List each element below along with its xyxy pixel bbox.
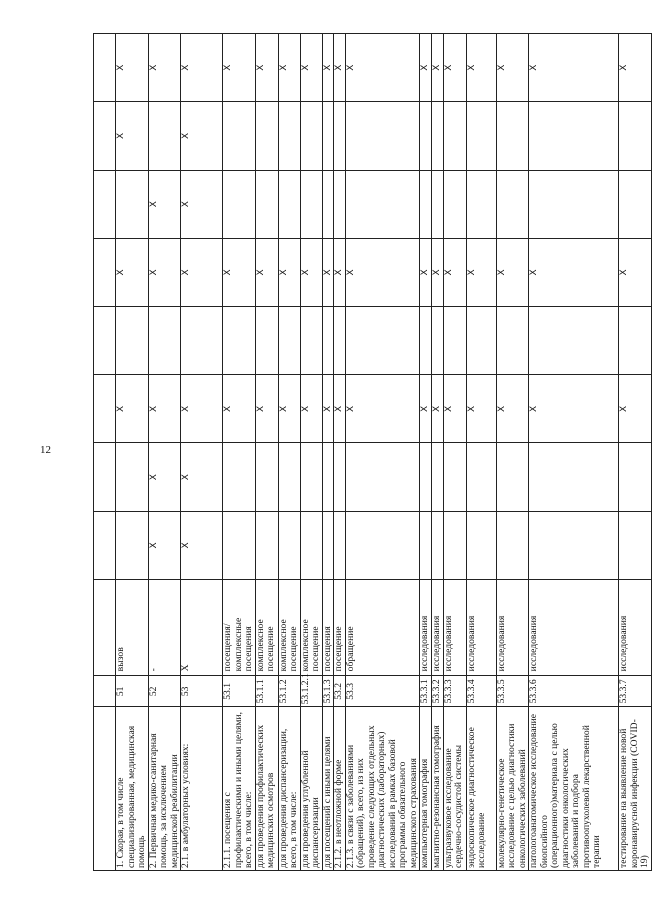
mark-cell [223,443,256,511]
mark-cell [496,170,529,238]
mark-cell: X [116,375,149,443]
mark-cell: X [420,34,432,102]
table-row [496,34,529,871]
row-code-cell: 53.3.1 [420,676,432,707]
mark-cell: X [223,34,256,102]
row-name-cell: 1. Скорая, в том числе специализированная, медицинская помощь [116,707,149,871]
row-code-cell: 53.2 [334,676,346,707]
mark-cell [420,443,432,511]
table-row [466,34,496,871]
row-unit-cell: - [148,579,181,675]
mark-cell [322,307,334,375]
row-unit-cell: комплексное посещение [278,579,300,675]
row-unit-cell: исследования [619,579,652,675]
mark-cell [432,102,444,170]
table-row [619,34,652,871]
table-cell [94,375,116,443]
row-name-cell: для посещений с иными целями [322,707,334,871]
row-name-cell: тестирование на выявление новой коронавирусной инфекции (COVID-19) [619,707,652,871]
mark-cell: X [466,34,496,102]
mark-cell: X [300,238,322,306]
mark-cell: X [432,34,444,102]
table-cell [94,307,116,375]
mark-cell [432,511,444,579]
mark-cell: X [432,238,444,306]
mark-cell [181,307,223,375]
mark-cell [619,307,652,375]
mark-cell: X [443,238,466,306]
row-unit-cell: посещения [322,579,334,675]
rotated-table-container [93,33,650,871]
row-code-cell: 53.1.3 [322,676,334,707]
mark-cell [496,307,529,375]
table-cell [94,170,116,238]
row-name-cell: 2.1.2. в неотложной форме [334,707,346,871]
mark-cell: X [255,238,278,306]
row-name-cell: патологоанатомическое исследование биопсийного (операционного)материала с целью диагностики онкологических заболеваний и подбора противоопухолевой лекарственной терапии [529,707,619,871]
mark-cell: X [420,238,432,306]
row-unit-cell: вызов [116,579,149,675]
mark-cell [529,511,619,579]
table-cell [94,676,116,707]
row-code-cell: 53.1.2.1 [300,676,322,707]
mark-cell: X [181,443,223,511]
mark-cell [334,307,346,375]
mark-cell [255,307,278,375]
mark-cell [334,443,346,511]
table-cell [94,238,116,306]
mark-cell [466,102,496,170]
mark-cell: X [443,34,466,102]
mark-cell [345,511,420,579]
mark-cell [255,443,278,511]
row-unit-cell: исследования [443,579,466,675]
mark-cell [223,102,256,170]
mark-cell: X [529,238,619,306]
mark-cell [278,443,300,511]
mark-cell [116,443,149,511]
mark-cell [255,170,278,238]
row-name-cell: ультразвуковое исследование сердечно-сосудистой системы [443,707,466,871]
mark-cell: X [148,443,181,511]
mark-cell [466,170,496,238]
mark-cell: X [432,375,444,443]
mark-cell [116,511,149,579]
mark-cell [466,443,496,511]
mark-cell [496,443,529,511]
mark-cell [334,170,346,238]
row-code-cell: 53.1.2 [278,676,300,707]
row-code-cell: 53.3.2 [432,676,444,707]
mark-cell: X [278,375,300,443]
row-code-cell: 53.3.6 [529,676,619,707]
mark-cell [466,511,496,579]
row-name-cell: для проведения профилактических медицинских осмотров [255,707,278,871]
table-row [255,34,278,871]
row-code-cell: 53.1.1 [255,676,278,707]
mark-cell [345,307,420,375]
mark-cell [300,511,322,579]
table-row [529,34,619,871]
row-unit-cell: исследования [420,579,432,675]
row-name-cell: 2.1.3. в связи с заболеваниями (обращений), всего, из них проведение следующих отдельных диагностических (лабораторных) исследований в рамках базовой программы обязательного медицинского страхования [345,707,420,871]
mark-cell: X [345,238,420,306]
mark-cell: X [420,375,432,443]
mark-cell [334,102,346,170]
row-code-cell: 53.1 [223,676,256,707]
row-unit-cell: посещение [334,579,346,675]
row-name-cell: эндоскопическое диагностическое исследование [466,707,496,871]
mark-cell [443,511,466,579]
row-unit-cell: исследования [432,579,444,675]
table-row [432,34,444,871]
mark-cell [345,102,420,170]
mark-cell [223,511,256,579]
mark-cell: X [148,375,181,443]
mark-cell: X [466,375,496,443]
mark-cell: X [619,238,652,306]
mark-cell: X [116,102,149,170]
mark-cell [420,307,432,375]
row-name-cell: 2.1. в амбулаторных условиях: [181,707,223,871]
mark-cell: X [334,375,346,443]
table-row [322,34,334,871]
row-name-cell: 2. Первичная медико-санитарная помощь, за исключением медицинской реабилитации [148,707,181,871]
mark-cell: X [300,34,322,102]
mark-cell: X [345,34,420,102]
row-code-cell: 53.3 [345,676,420,707]
table-row [334,34,346,871]
mark-cell [322,443,334,511]
row-name-cell: для проведения диспансеризации, всего, в том числе: [278,707,300,871]
mark-cell: X [619,34,652,102]
mark-cell: X [181,511,223,579]
mark-cell [300,443,322,511]
page-number: 12 [40,444,51,456]
mark-cell: X [255,375,278,443]
mark-cell: X [148,238,181,306]
row-unit-cell: исследования [496,579,529,675]
mark-cell [432,170,444,238]
mark-cell: X [181,102,223,170]
mark-cell [322,511,334,579]
mark-cell [420,170,432,238]
mark-cell: X [278,238,300,306]
row-name-cell: молекулярно-генетическое исследование с целью диагностики онкологических заболеваний [496,707,529,871]
mark-cell [116,307,149,375]
table-row [345,34,420,871]
mark-cell: X [322,34,334,102]
mark-cell [529,170,619,238]
row-name-cell: магнитно-резонансная томография [432,707,444,871]
mark-cell [255,511,278,579]
row-unit-cell: комплексное посещение [300,579,322,675]
mark-cell: X [322,238,334,306]
mark-cell: X [148,34,181,102]
mark-cell [148,307,181,375]
mark-cell: X [116,238,149,306]
mark-cell: X [529,375,619,443]
mark-cell: X [300,375,322,443]
mark-cell [278,511,300,579]
table-row [116,34,149,871]
table-cell [94,579,116,675]
mark-cell: X [148,511,181,579]
mark-cell [466,307,496,375]
mark-cell [619,511,652,579]
mark-cell: X [466,238,496,306]
row-code-cell: 52 [148,676,181,707]
row-unit-cell: X [181,579,223,675]
mark-cell: X [322,375,334,443]
table-row [443,34,466,871]
mark-cell [432,443,444,511]
mark-cell: X [223,375,256,443]
mark-cell [420,102,432,170]
mark-cell [529,443,619,511]
mark-cell [496,511,529,579]
mark-cell: X [116,34,149,102]
row-unit-cell: обращение [345,579,420,675]
row-unit-cell: исследования [466,579,496,675]
mark-cell [300,307,322,375]
table-cell [94,443,116,511]
mark-cell [278,170,300,238]
table-row [148,34,181,871]
mark-cell: X [496,375,529,443]
mark-cell [432,307,444,375]
row-code-cell: 53.3.7 [619,676,652,707]
table-row-continuation [94,34,116,871]
mark-cell [223,170,256,238]
mark-cell: X [278,34,300,102]
data-table [93,33,652,871]
row-name-cell: для проведения углубленной диспансеризации [300,707,322,871]
mark-cell: X [334,238,346,306]
row-code-cell: 53.3.3 [443,676,466,707]
mark-cell [278,307,300,375]
mark-cell: X [181,375,223,443]
mark-cell: X [334,34,346,102]
mark-cell: X [181,170,223,238]
mark-cell: X [529,34,619,102]
mark-cell [619,102,652,170]
row-name-cell: компьютерная томография [420,707,432,871]
row-code-cell: 51 [116,676,149,707]
mark-cell [529,307,619,375]
mark-cell [619,443,652,511]
row-code-cell: 53.3.5 [496,676,529,707]
mark-cell [223,307,256,375]
mark-cell [619,170,652,238]
row-unit-cell: посещения/ комплексные посещения [223,579,256,675]
mark-cell: X [181,34,223,102]
mark-cell [345,443,420,511]
mark-cell: X [496,238,529,306]
table-row [223,34,256,871]
mark-cell [322,102,334,170]
table-body [94,34,652,871]
mark-cell [443,443,466,511]
table-cell [94,511,116,579]
table-row [181,34,223,871]
mark-cell: X [345,375,420,443]
mark-cell [322,170,334,238]
row-code-cell: 53 [181,676,223,707]
mark-cell [300,170,322,238]
mark-cell [443,170,466,238]
mark-cell: X [619,375,652,443]
mark-cell [148,102,181,170]
mark-cell [334,511,346,579]
row-name-cell: 2.1.1. посещения с профилактическими и иными целями, всего, в том числе: [223,707,256,871]
mark-cell: X [181,238,223,306]
mark-cell: X [223,238,256,306]
row-unit-cell: комплексное посещение [255,579,278,675]
table-row [300,34,322,871]
mark-cell [443,307,466,375]
mark-cell: X [496,34,529,102]
mark-cell [116,170,149,238]
mark-cell [255,102,278,170]
row-code-cell: 53.3.4 [466,676,496,707]
mark-cell: X [255,34,278,102]
mark-cell [529,102,619,170]
row-unit-cell: исследования [529,579,619,675]
table-cell [94,102,116,170]
mark-cell: X [148,170,181,238]
mark-cell [300,102,322,170]
table-cell [94,34,116,102]
mark-cell [496,102,529,170]
mark-cell [345,170,420,238]
table-row [278,34,300,871]
mark-cell: X [443,375,466,443]
mark-cell [278,102,300,170]
mark-cell [420,511,432,579]
table-cell [94,707,116,871]
mark-cell [443,102,466,170]
table-row [420,34,432,871]
